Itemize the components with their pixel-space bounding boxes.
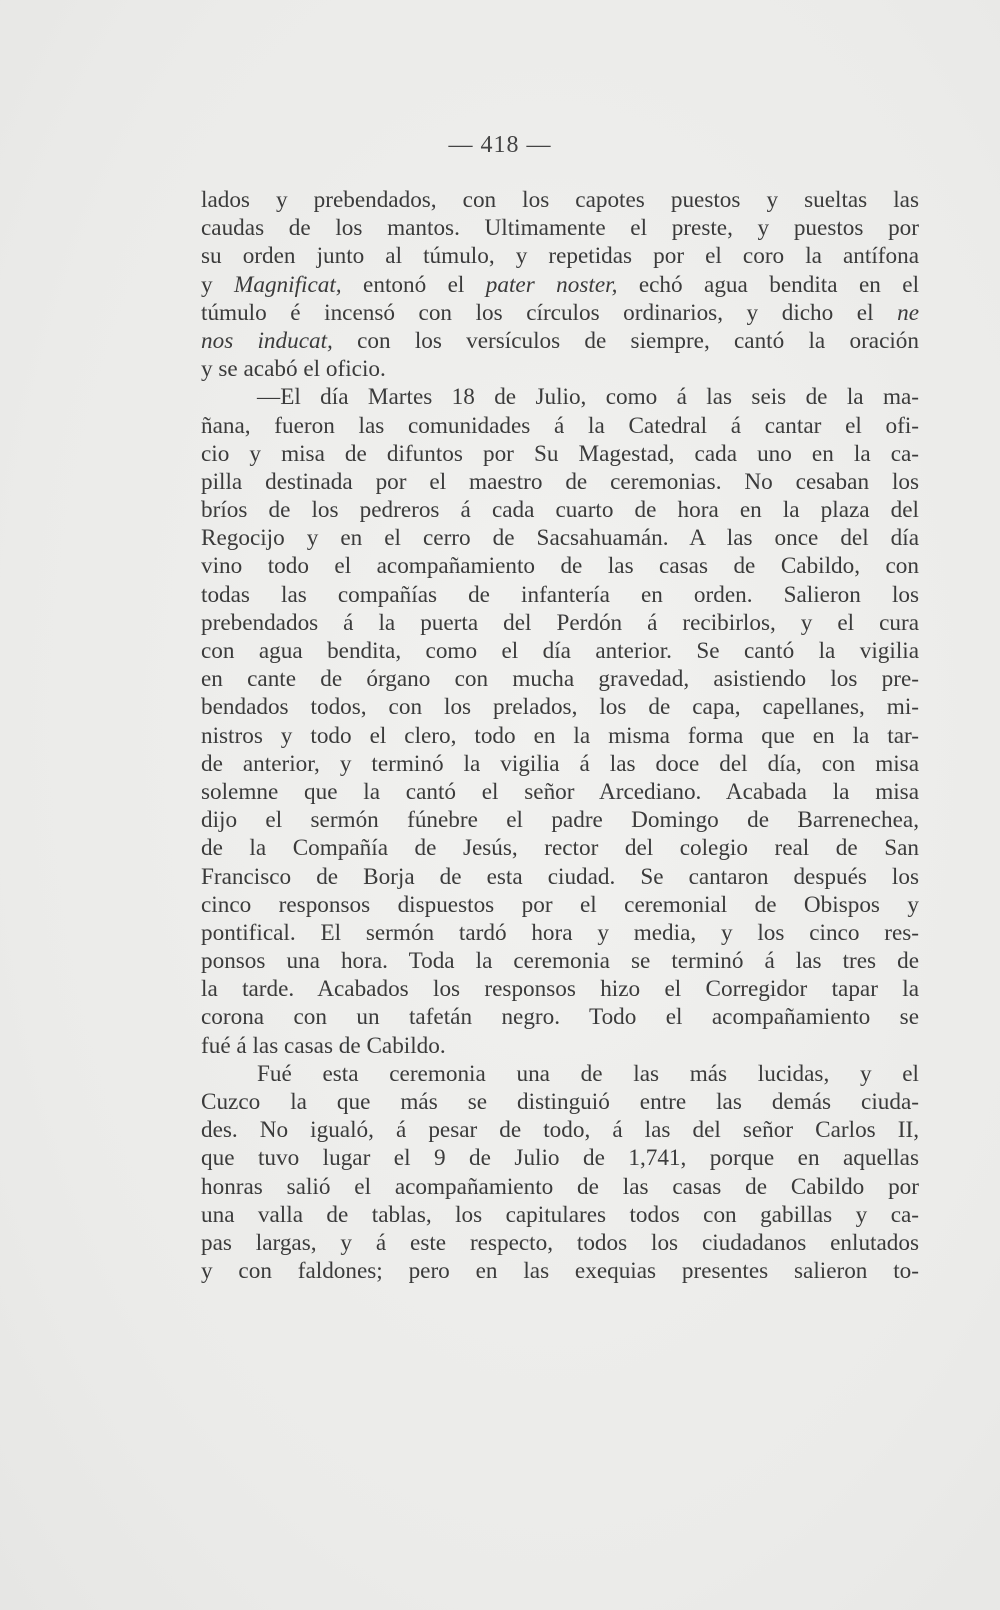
text-segment: bendados todos, con los prelados, los de capa, capellanes, mi- <box>201 694 919 721</box>
text-segment: prebendados á la puerta del Perdón á recibirlos, y el cura <box>201 609 919 636</box>
italic-term: nos inducat, <box>201 327 333 354</box>
text-line <box>201 693 919 721</box>
text-line <box>201 1088 919 1116</box>
text-segment: pas largas, y á este respecto, todos los ciudadanos enlutados <box>201 1229 919 1256</box>
text-segment: honras salió el acompañamiento de las casas de Cabildo por <box>201 1173 919 1200</box>
text-line <box>201 524 919 552</box>
text-segment: cio y misa de difuntos por Su Magestad, cada uno en la ca- <box>201 440 919 467</box>
text-line <box>201 440 919 468</box>
text-segment: ñana, fueron las comunidades á la Catedral á cantar el ofi- <box>201 412 919 439</box>
text-segment: fué á las casas de Cabildo. <box>201 1032 446 1059</box>
text-segment: de anterior, y terminó la vigilia á las doce del día, con misa <box>201 750 919 777</box>
text-segment: —El día Martes 18 de Julio, como á las seis de la ma- <box>257 384 919 411</box>
text-line <box>201 1173 919 1201</box>
text-line <box>201 299 919 327</box>
text-segment: caudas de los mantos. Ultimamente el preste, y puestos por <box>201 215 919 242</box>
text-segment: des. No igualó, á pesar de todo, á las del señor Carlos II, <box>201 1117 919 1144</box>
text-segment: echó agua bendita en el <box>617 271 920 298</box>
text-line <box>201 947 919 975</box>
text-line <box>201 581 919 609</box>
text-line <box>201 1201 919 1229</box>
text-segment: en cante de órgano con mucha gravedad, asistiendo los pre- <box>201 666 919 693</box>
text-segment: y con faldones; pero en las exequias presentes salieron to- <box>201 1258 919 1285</box>
text-line <box>201 975 919 1003</box>
text-segment: una valla de tablas, los capitulares todos con gabillas y ca- <box>201 1201 919 1228</box>
text-segment: pilla destinada por el maestro de ceremonias. No cesaban los <box>201 468 919 495</box>
text-line <box>201 1116 919 1144</box>
text-line <box>201 186 919 214</box>
text-line <box>201 1229 919 1257</box>
text-segment: Fué esta ceremonia una de las más lucidas, y el <box>257 1060 919 1087</box>
italic-term: ne <box>897 299 919 326</box>
text-line <box>201 609 919 637</box>
text-segment: con agua bendita, como el día anterior. Se cantó la vigilia <box>201 638 919 664</box>
italic-term: Magnificat, <box>234 271 342 298</box>
text-segment: de la Compañía de Jesús, rector del colegio real de San <box>201 835 919 862</box>
text-line <box>201 750 919 778</box>
text-segment: vino todo el acompañamiento de las casas de Cabildo, con <box>201 553 919 580</box>
text-segment: ponsos una hora. Toda la ceremonia se terminó á las tres de <box>201 948 919 975</box>
text-line <box>201 806 919 834</box>
text-segment: Francisco de Borja de esta ciudad. Se cantaron después los <box>201 863 919 890</box>
text-line <box>201 919 919 947</box>
text-line <box>201 834 919 862</box>
text-segment: Regocijo y en el cerro de Sacsahuamán. A las once del día <box>201 525 919 552</box>
body-text <box>201 186 919 1285</box>
text-line <box>201 383 919 411</box>
text-line <box>201 552 919 580</box>
text-line <box>201 778 919 806</box>
text-segment: entonó el <box>341 271 486 298</box>
text-segment: cinco responsos dispuestos por el ceremonial de Obispos y <box>201 891 919 918</box>
text-line <box>201 1032 919 1060</box>
page-number: — 418 — <box>448 132 552 158</box>
text-segment: Cuzco la que más se distinguió entre las demás ciuda- <box>201 1089 919 1115</box>
text-segment: corona con un tafetán negro. Todo el acompañamiento se <box>201 1004 919 1031</box>
text-line <box>201 355 919 383</box>
text-segment: túmulo é incensó con los círculos ordinarios, y dicho el <box>201 299 898 326</box>
text-line <box>201 722 919 750</box>
text-line <box>201 412 919 440</box>
text-segment: la tarde. Acabados los responsos hizo el Corregidor tapar la <box>201 976 919 1003</box>
text-line <box>201 665 919 693</box>
text-segment: pontifical. El sermón tardó hora y media, y los cinco res- <box>201 919 919 946</box>
text-segment: solemne que la cantó el señor Arcediano. Acabada la misa <box>201 778 919 805</box>
text-segment: con los versículos de siempre, cantó la oración <box>332 327 919 354</box>
text-segment: y <box>201 271 235 298</box>
text-line <box>201 891 919 919</box>
text-line <box>201 1003 919 1031</box>
text-segment: dijo el sermón fúnebre el padre Domingo de Barrenechea, <box>201 807 919 834</box>
text-segment: su orden junto al túmulo, y repetidas por el coro la antífona <box>201 243 919 270</box>
text-line <box>201 1257 919 1285</box>
text-segment: lados y prebendados, con los capotes puestos y sueltas las <box>201 187 919 213</box>
text-line <box>201 468 919 496</box>
text-segment: y se acabó el oficio. <box>201 356 386 383</box>
text-segment: todas las compañías de infantería en orden. Salieron los <box>201 581 919 608</box>
text-line <box>201 242 919 270</box>
text-line <box>201 1144 919 1172</box>
text-segment: que tuvo lugar el 9 de Julio de 1,741, porque en aquellas <box>201 1145 919 1172</box>
text-line <box>201 637 919 665</box>
italic-term: pater noster, <box>485 271 618 298</box>
text-line <box>201 863 919 891</box>
text-line <box>201 271 919 299</box>
text-segment: bríos de los pedreros á cada cuarto de hora en la plaza del <box>201 497 919 524</box>
text-line <box>201 1060 919 1088</box>
text-segment: nistros y todo el clero, todo en la misma forma que en la tar- <box>201 722 919 749</box>
text-line <box>201 327 919 355</box>
text-line <box>201 496 919 524</box>
text-line <box>201 214 919 242</box>
